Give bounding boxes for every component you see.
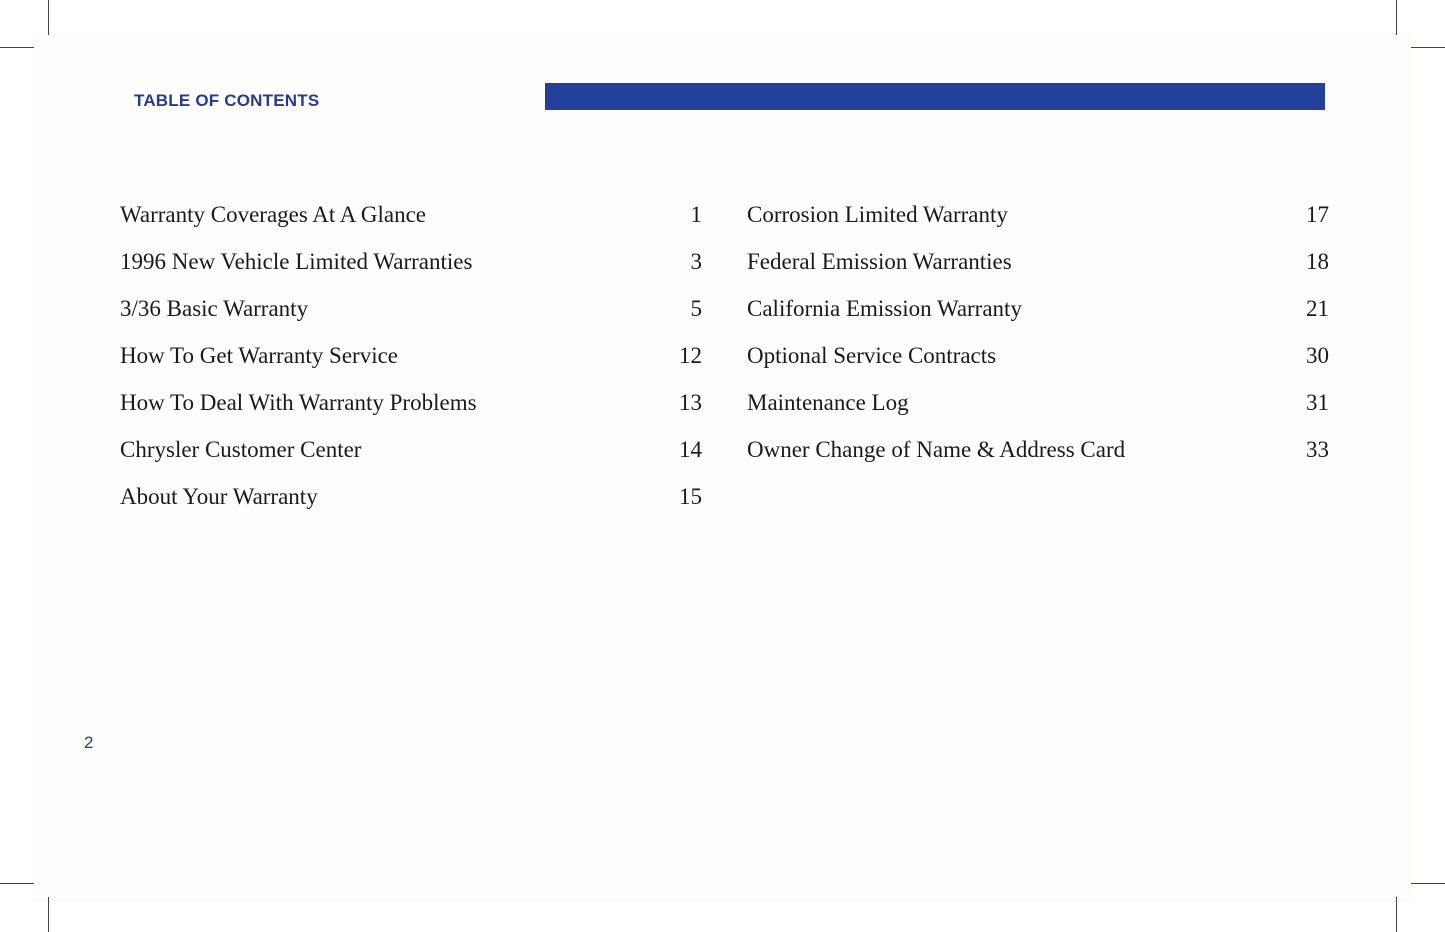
toc-entry-title: How To Deal With Warranty Problems [120, 390, 477, 415]
toc-entry[interactable] [747, 243, 1329, 290]
toc-entry-title: Warranty Coverages At A Glance [120, 202, 426, 227]
toc-entry-title: Maintenance Log [747, 390, 909, 415]
toc-entry-page: 12 [679, 343, 702, 368]
toc-entry-page: 30 [1306, 343, 1329, 368]
heading-accent-bar [545, 83, 1325, 110]
crop-mark [48, 897, 49, 932]
crop-mark [48, 0, 49, 35]
toc-entry-title: California Emission Warranty [747, 296, 1022, 321]
crop-mark [1396, 897, 1397, 932]
toc-entry-title: 3/36 Basic Warranty [120, 296, 309, 321]
crop-mark [1396, 0, 1397, 35]
toc-entry-title: About Your Warranty [120, 484, 318, 509]
toc-entry-title: 1996 New Vehicle Limited Warranties [120, 249, 473, 274]
toc-entry-page: 18 [1306, 249, 1329, 274]
crop-mark [0, 47, 34, 48]
toc-entry-title: How To Get Warranty Service [120, 343, 398, 368]
toc-entry[interactable] [120, 196, 702, 243]
toc-entry[interactable] [747, 337, 1329, 384]
toc-entry[interactable] [120, 290, 702, 337]
page-number: 2 [84, 733, 94, 752]
toc-entry-page: 17 [1306, 202, 1329, 227]
toc-entry-title: Federal Emission Warranties [747, 249, 1012, 274]
crop-mark [0, 883, 34, 884]
toc-entry[interactable] [747, 431, 1329, 478]
toc-entry[interactable] [120, 384, 702, 431]
toc-entry-title: Optional Service Contracts [747, 343, 997, 368]
crop-mark [1411, 47, 1445, 48]
toc-entry-title: Corrosion Limited Warranty [747, 202, 1008, 227]
page-title: TABLE OF CONTENTS [134, 91, 320, 110]
toc-entry-page: 3 [690, 249, 702, 274]
toc-entry-page: 14 [679, 437, 702, 462]
toc-column-right [747, 196, 1329, 478]
crop-mark [1411, 883, 1445, 884]
toc-entry-page: 15 [679, 484, 702, 509]
toc-entry-page: 13 [679, 390, 702, 415]
toc-entry-page: 31 [1306, 390, 1329, 415]
toc-entry[interactable] [747, 290, 1329, 337]
toc-entry-title: Chrysler Customer Center [120, 437, 362, 462]
toc-column-left [120, 196, 702, 525]
toc-entry-title: Owner Change of Name & Address Card [747, 437, 1126, 462]
toc-entry[interactable] [120, 478, 702, 525]
toc-entry[interactable] [747, 196, 1329, 243]
toc-entry[interactable] [120, 431, 702, 478]
toc-entry-page: 33 [1306, 437, 1329, 462]
toc-entry[interactable] [747, 384, 1329, 431]
toc-entry-page: 5 [690, 296, 702, 321]
toc-entry[interactable] [120, 243, 702, 290]
toc-entry-page: 1 [690, 202, 702, 227]
toc-entry[interactable] [120, 337, 702, 384]
toc-entry-page: 21 [1306, 296, 1329, 321]
